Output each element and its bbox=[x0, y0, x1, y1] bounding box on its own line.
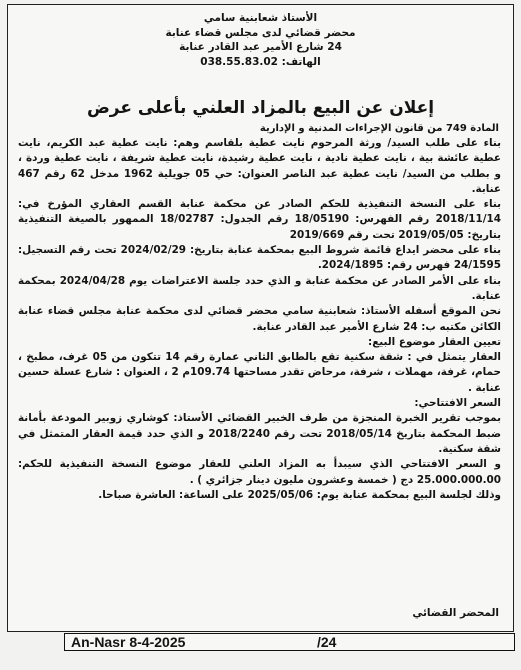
section-heading-opening-price: السعر الافتتاحي: bbox=[414, 397, 501, 410]
bailiff-phone: الهاتف: 038.55.83.02 bbox=[200, 55, 321, 68]
newspaper-name-date: An-Nasr 8-4-2025 bbox=[71, 634, 186, 650]
paragraph-expert-report: بموجب تقرير الخبرة المنجزة من طرف الخبير القضائي الأستاذ: كوشاري زوبير المودعة بأمانة ضبط المحكمة بتاريخ 2018/05/14 تحت رقم 2018/2240 و الذي حدد قيمة العقار المتمثل في شقة سكنية. bbox=[18, 412, 501, 455]
legal-notice bbox=[7, 4, 514, 632]
bailiff-name: الأستاذ شعابنية سامي bbox=[203, 12, 318, 24]
notice-title: إعلان عن البيع بالمزاد العلني بأعلى عرض bbox=[86, 98, 435, 118]
notice-subtitle: المادة 749 من قانون الإجراءات المدنية و الإدارية bbox=[259, 123, 499, 134]
paragraph-opening-price: و السعر الافتتاحي الذي سيبدأ به المزاد العلني للعقار موضوع النسخة التنفيذية للحكم: 25.000.000.00 دج ( خمسة وعشرون مليون دينار جزائري ) . bbox=[18, 458, 501, 486]
bailiff-office: محضر قضائي لدى مجلس قضاء عنابة bbox=[165, 26, 356, 39]
paragraph-objections-session: بناء على الأمر الصادر عن محكمة عنابة و الذي حدد جلسة الاعتراضات يوم 2024/04/28 بمحكمة عنابة. bbox=[18, 274, 501, 302]
paragraph-auction-date: وذلك لجلسة البيع بمحكمة عنابة يوم: 2025/05/06 على الساعة: العاشرة صباحا. bbox=[98, 488, 501, 501]
notice-body bbox=[18, 136, 501, 503]
bailiff-header bbox=[48, 11, 473, 69]
paragraph-requesters: بناء على طلب السيد/ ورثة المرحوم نايت عطية بلقاسم وهم: نايت عطية عبد الكريم، نايت عطية عائشة بية ، نايت عطية نادية ، نايت عطية رشيدة، نايت عطية شريفة ، نايت عطية وردة ، و بطلب من السيد/ نايت عطية عبد الناصر العنوان: حي 05 جويلية 1962 مدخل 62 رقم 467 عنابة. bbox=[18, 137, 501, 195]
paragraph-conditions-deposit: بناء على محضر ايداع قائمة شروط البيع بمحكمة عنابة بتاريخ: 2024/02/29 تحت رقم التسجيل: 24/1595 فهرس رقم: 2024/1895. bbox=[18, 244, 501, 272]
page-number: /24 bbox=[317, 634, 337, 650]
paragraph-judgment: بناء على النسخة التنفيذية للحكم الصادر عن محكمة عنابة القسم العقاري المؤرخ في: 2018/11/14 رقم الفهرس: 18/05190 رقم الجدول: 18/02787 الممهور بالصيغة التنفيذية بتاريخ: 2019/05/05 تحت رقم 2019/669 bbox=[18, 198, 501, 241]
section-heading-property: تعيين العقار موضوع البيع: bbox=[368, 335, 501, 348]
signature-label: المحضر القضائي bbox=[412, 607, 499, 619]
paragraph-property-description: العقار يتمثل في : شقة سكنية تقع بالطابق الثاني عمارة رقم 14 تتكون من 05 غرف، مطبخ ، حمام، غرفة، مهملات ، شرفة، مرحاض تقدر مساحتها 109.74م 2 ، العنوان : شارع عسلة حسين عنابة . bbox=[18, 351, 501, 394]
newspaper-footer bbox=[64, 633, 515, 651]
paragraph-bailiff: نحن الموقع أسفله الأستاذ: شعابنية سامي محضر قضائي لدى محكمة عنابة مجلس قضاء عنابة الكائن مكتبه ب: 24 شارع الأمير عبد القادر عنابة. bbox=[18, 305, 501, 333]
bailiff-address: 24 شارع الأمير عبد القادر عنابة bbox=[179, 41, 342, 53]
